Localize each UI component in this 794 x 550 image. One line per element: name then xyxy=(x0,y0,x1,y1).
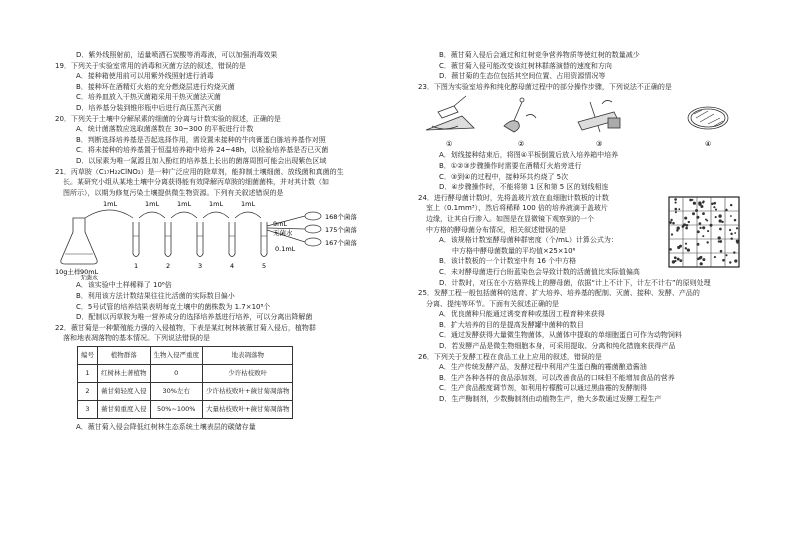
q20-option-d: D．以尿素为唯一氮源且加入酚红的培养基上长出的菌落周围可能会出现紫色区域 xyxy=(76,156,327,165)
q23-option-a: A．划线接种结束后，将图④平板倒置后放入培养箱中培养 xyxy=(439,151,619,160)
q24-stem-line1: 24．进行酵母菌计数时，先将盖玻片放在血细胞计数板的计数 xyxy=(418,193,609,202)
table-cell: 大量枯枝败叶+薇甘菊凋落物 xyxy=(203,400,293,418)
yeast-cell xyxy=(720,250,723,253)
plate-2 xyxy=(305,225,321,233)
q23-option-b: B．①②③步骤操作时需要在酒精灯火焰旁进行 xyxy=(439,161,582,170)
yeast-cell xyxy=(699,227,701,229)
q23-option-d: D．④步骤操作时，不能将第 1 区和第 5 区的划线相连 xyxy=(439,183,609,192)
q26-option-a: A．生产传统发酵产品，发酵过程中利用产生蛋白酶的霉菌酿造酱油 xyxy=(439,363,647,372)
tube-3 xyxy=(197,222,203,257)
step-label-4: ④ xyxy=(705,140,712,149)
tube-5 xyxy=(261,222,267,257)
yeast-cell xyxy=(699,222,702,225)
yeast-cell xyxy=(672,222,675,225)
yeast-cell xyxy=(730,215,732,217)
q25-option-d: D．若发酵产品是微生物细胞本身，可采用提取、分离和纯化措施来获得产品 xyxy=(439,342,676,351)
q25-option-a: A．优良菌种只能通过诱变育种或基因工程育种来获得 xyxy=(439,310,605,319)
arrow-tube1-to-tube2 xyxy=(139,212,165,218)
yeast-cell xyxy=(702,212,705,215)
plate-1 xyxy=(305,212,321,220)
q25-stem-line1: 25．发酵工程一般包括菌种的选育、扩大培养、培养基的配制、灭菌、接种、发酵、产品的 xyxy=(418,289,700,298)
tube-number-2: 2 xyxy=(166,262,171,271)
q21-option-d: D．配制以丙草胺为唯一营养成分的选择培养基进行培养，可以分离出降解菌 xyxy=(76,313,313,322)
yeast-cell xyxy=(684,216,687,219)
q24-option-b: B．该计数板的一个计数室中有 16 个中方格 xyxy=(439,257,577,266)
step3-illustration xyxy=(578,101,620,133)
yeast-cell xyxy=(669,248,672,251)
q22-stem-line2: 落和地表凋落物的基本情况。下列说法错误的是 xyxy=(63,334,210,343)
dilution-figure xyxy=(55,198,390,280)
q19-option-a: A．接种箱使用前可以用紫外线照射进行消毒 xyxy=(76,72,214,81)
yeast-cell xyxy=(684,223,686,225)
yeast-cell xyxy=(711,202,713,204)
arrow-flask-to-tube1 xyxy=(85,210,133,218)
label-1ml-e: 1mL xyxy=(241,200,256,209)
label-1ml-b: 1mL xyxy=(145,200,160,209)
colony-count-1: 168个菌落 xyxy=(325,213,357,222)
table-header-row xyxy=(78,346,293,364)
q21-stem-line3: 图所示），以期为修复污染土壤提供微生物资源。下列有关叙述错误的是 xyxy=(63,188,284,197)
label-1ml-a: 1mL xyxy=(103,200,118,209)
yeast-cell xyxy=(719,219,722,222)
colony-count-2: 175个菌落 xyxy=(325,226,357,235)
yeast-cell xyxy=(678,208,680,210)
yeast-cell xyxy=(675,211,677,213)
q20-option-a: A．统计菌落数应选取菌落数在 30~300 的平板进行计数 xyxy=(76,125,254,134)
yeast-cell xyxy=(730,232,732,234)
tube-number-1: 1 xyxy=(134,262,139,271)
yeast-cell xyxy=(669,221,672,224)
yeast-cell xyxy=(695,209,698,212)
steps-diagram xyxy=(418,92,753,150)
q19-stem: 19．下列关于实验室常用的消毒和灭菌方法的叙述，错误的是 xyxy=(55,61,246,70)
tube-number-5: 5 xyxy=(262,262,267,271)
yeast-cell xyxy=(713,206,715,208)
q24-option-a: A．该规格计数室酵母菌种群密度（个/mL）计算公式为： xyxy=(439,236,618,245)
label-soil-sample: 10g土样 xyxy=(55,268,81,277)
q21-option-c: C．5号试管的培养结果表明每克土壤中的菌株数为 1.7×10⁸个 xyxy=(76,302,271,311)
invasion-table xyxy=(77,346,293,419)
yeast-cell xyxy=(729,261,731,263)
arrow-tube4-to-tube5 xyxy=(235,212,261,218)
yeast-cell xyxy=(709,224,712,227)
step-label-2: ② xyxy=(518,140,525,149)
yeast-cell xyxy=(674,260,676,262)
tube-number-3: 3 xyxy=(198,262,203,271)
q24-option-a-formula: 中方格中酵母菌数量的平均值×25×10⁶ xyxy=(452,246,576,255)
yeast-cell xyxy=(677,257,680,260)
q21-option-b: B．利用该方法计数结果往往比活菌的实际数目偏小 xyxy=(76,291,235,300)
table-cell: 0 xyxy=(150,364,203,382)
q19-option-c: C．培养皿放入干热灭菌箱采用干热灭菌法灭菌 xyxy=(76,93,221,102)
label-flask-volume: 90mL xyxy=(80,268,99,277)
label-0-1ml: 0.1mL xyxy=(275,245,296,254)
q22-option-d: D．薇甘菊的生态位包括其空间位置、占用资源情况等 xyxy=(439,72,606,81)
yeast-cell xyxy=(706,241,708,243)
yeast-cell xyxy=(736,242,738,244)
yeast-cell xyxy=(674,256,677,259)
yeast-cell xyxy=(707,230,709,232)
table-cell: 3 xyxy=(78,400,98,418)
plate-3 xyxy=(305,238,321,246)
yeast-cell xyxy=(718,240,720,242)
yeast-cell xyxy=(702,201,704,203)
yeast-cell xyxy=(697,230,700,233)
left-column xyxy=(55,50,390,432)
yeast-cell xyxy=(693,201,696,204)
q26-option-b: B．生产各种各样的食品添加剂，可以改善食品的口味但不能增加食品的营养 xyxy=(439,373,675,382)
tube-number-4: 4 xyxy=(230,262,235,271)
yeast-cell xyxy=(676,229,678,231)
arrow-tube3-to-tube4 xyxy=(203,212,229,218)
yeast-cell xyxy=(702,258,705,261)
yeast-cell xyxy=(719,227,722,230)
yeast-cell xyxy=(734,259,737,262)
q24-block xyxy=(418,193,753,288)
q23-option-c: C．③到④的过程中，接种环共灼烧了 5次 xyxy=(439,172,569,181)
yeast-cell xyxy=(685,227,688,230)
grid-outer-border xyxy=(669,197,739,267)
colony-count-3: 167个菌落 xyxy=(325,239,357,248)
table-cell: 薇甘菊轻度入侵 xyxy=(98,382,151,400)
yeast-cell xyxy=(725,254,727,256)
yeast-cell xyxy=(702,226,705,229)
step2-illustration xyxy=(504,98,536,132)
yeast-cell xyxy=(675,201,677,203)
q19-option-d: D．培养基分装到锥形瓶中后进行高压蒸汽灭菌 xyxy=(76,103,222,112)
yeast-cell xyxy=(736,227,738,229)
q22-option-b: B．薇甘菊入侵后会通过和红树竞争营养物质等使红树的数量减少 xyxy=(439,51,640,59)
yeast-cell xyxy=(692,212,695,215)
yeast-cell xyxy=(725,209,727,211)
yeast-cell xyxy=(714,256,716,258)
yeast-cell xyxy=(713,202,716,205)
table-cell: 少许枯枝败叶 xyxy=(203,364,293,382)
q20-option-c: C．将未接种的培养基置于恒温培养箱中培养 24~48h，以检验培养基是否已灭菌 xyxy=(76,146,329,155)
table-header: 地表凋落物 xyxy=(203,346,293,364)
table-row xyxy=(78,400,293,418)
q22-option-a: A．薇甘菊入侵会降低红树林生态系统土壤表层的碳储存量 xyxy=(76,422,256,431)
q21-stem-line2: 长。某研究小组从某地土壤中分离获得能有效降解丙草胺的细菌菌株，并对其计数（如 xyxy=(63,178,329,187)
q18-option-d: D．紫外线照射前，适量喷洒石炭酸等消毒液，可以加强消毒效果 xyxy=(76,51,278,59)
table-cell: 50%~100% xyxy=(150,400,203,418)
q24-stem-line2: 室上（0.1mm³），然后将稀释 100 倍的培养液滴于盖玻片 xyxy=(426,204,608,213)
yeast-cell xyxy=(722,259,725,262)
yeast-cell xyxy=(685,242,687,244)
q26-option-c: C．生产食品酸度调节剂，如利用柠檬酸可以通过黑曲霉的发酵制得 xyxy=(439,384,647,393)
q24-stem-line3: 边缘，让其自行渗入。如图是在显微镜下观察到的一个 xyxy=(426,214,594,223)
steps-figure xyxy=(418,92,753,150)
yeast-cell xyxy=(700,262,703,265)
yeast-cell xyxy=(697,257,700,260)
q21-option-a: A．该实验中土样稀释了 10⁶倍 xyxy=(76,281,172,290)
step-label-1: ① xyxy=(446,140,453,149)
yeast-cell xyxy=(729,229,731,231)
yeast-cell xyxy=(697,243,700,246)
tube-2 xyxy=(165,222,171,257)
table-header: 植物群落 xyxy=(98,346,151,364)
yeast-cell xyxy=(675,208,678,211)
q24-option-c: C．未对酵母菌进行台盼蓝染色会导致计数的活菌值比实际值偏高 xyxy=(439,267,640,276)
table-cell: 30%左右 xyxy=(150,382,203,400)
yeast-cell xyxy=(733,251,735,253)
yeast-cell xyxy=(688,221,690,223)
yeast-cell xyxy=(702,235,704,237)
yeast-cell xyxy=(734,219,737,222)
q20-stem: 20．下列关于土壤中分解尿素的细菌的分离与计数实验的叙述，正确的是 xyxy=(55,114,281,123)
yeast-cell xyxy=(692,199,694,201)
step-label-3: ③ xyxy=(596,140,603,149)
yeast-cell xyxy=(734,232,736,234)
label-9ml: 9mL xyxy=(273,220,288,229)
label-flask-water: 无菌水 xyxy=(80,275,99,281)
yeast-cell xyxy=(685,247,687,249)
yeast-cell xyxy=(698,201,701,204)
label-1ml-d: 1mL xyxy=(209,200,224,209)
q20-option-b: B．判断选择培养基是否起选择作用，需设置未接种的牛肉膏蛋白胨培养基作对照 xyxy=(76,135,326,144)
yeast-cell xyxy=(705,218,707,220)
yeast-cell xyxy=(674,198,677,201)
table-header: 生物入侵严重度 xyxy=(150,346,203,364)
yeast-cell xyxy=(715,216,717,218)
q22-option-c: C．薇甘菊入侵可能改变该红树林群落演替的速度和方向 xyxy=(439,61,612,70)
table-row xyxy=(78,364,293,382)
q22-stem-line1: 22．薇甘菊是一种繁殖能力强的入侵植物，下表是某红树林被薇甘菊入侵后，植物群 xyxy=(55,323,316,332)
yeast-cell xyxy=(718,236,721,239)
q25-stem-line2: 分离、提纯等环节。下面有关叙述正确的是 xyxy=(426,299,559,308)
yeast-cell xyxy=(671,233,673,235)
table-cell: 少许枯枝败叶+薇甘菊凋落物 xyxy=(203,382,293,400)
tube-4 xyxy=(229,222,235,257)
right-column xyxy=(418,50,753,405)
arrow-tube2-to-tube3 xyxy=(171,212,197,218)
label-sterile-water: 无菌水 xyxy=(273,229,293,238)
yeast-cell xyxy=(730,204,732,206)
q23-stem: 23．下图为实验室培养和纯化醇母菌过程中的部分操作步骤，下列说法不正确的是 xyxy=(418,82,672,91)
q25-option-b: B．扩大培养的目的是提高发酵罐中菌种的数目 xyxy=(439,320,584,329)
label-1ml-c: 1mL xyxy=(177,200,192,209)
table-cell: 薇甘菊重度入侵 xyxy=(98,400,151,418)
table-cell: 红树林土著植物 xyxy=(98,364,151,382)
table-cell: 1 xyxy=(78,364,98,382)
step4-illustration xyxy=(688,107,728,129)
q26-option-d: D．生产酶制剂，少数酶制剂由动植物生产，绝大多数通过发酵工程生产 xyxy=(439,395,662,404)
yeast-cell xyxy=(679,259,682,262)
yeast-cell xyxy=(718,214,721,217)
q19-option-b: B．接种环在酒精灯火焰的充分燃烧层进行灼烧灭菌 xyxy=(76,82,235,91)
flask-shape xyxy=(61,218,97,264)
table-row xyxy=(78,382,293,400)
yeast-cell xyxy=(687,248,690,251)
step1-illustration xyxy=(426,96,474,130)
dilution-diagram xyxy=(55,198,390,280)
yeast-cell xyxy=(677,246,680,249)
yeast-cell xyxy=(730,237,732,239)
q24-stem-line4: 中方格的酵母菌分布情况，相关叙述错误的是 xyxy=(426,225,566,234)
hemocytometer-grid xyxy=(665,193,743,277)
q21-stem-line1: 21．丙草胺（C₁₇H₂₂ClNO₂）是一种广泛应用的除草剂，能抑制土壤细菌、放线菌和真菌的生 xyxy=(55,167,344,176)
tube-1 xyxy=(133,222,139,257)
q26-stem: 26．下列关于发酵工程在食品工业上应用的叙述，错误的是 xyxy=(418,352,602,361)
table-header: 编号 xyxy=(78,346,98,364)
q24-option-d: D．计数时，对压在小方格界线上的酵母菌，依据“计上不计下，计左不计右”的原则处理 xyxy=(439,278,711,287)
q25-option-c: C．通过发酵获得大量微生物菌体，从菌体中提取的单细胞蛋白可作为动物饲料 xyxy=(439,331,682,340)
yeast-cell xyxy=(700,205,703,208)
yeast-cell xyxy=(670,219,672,221)
yeast-cell xyxy=(715,208,717,210)
yeast-cell xyxy=(696,216,699,219)
table-cell: 2 xyxy=(78,382,98,400)
